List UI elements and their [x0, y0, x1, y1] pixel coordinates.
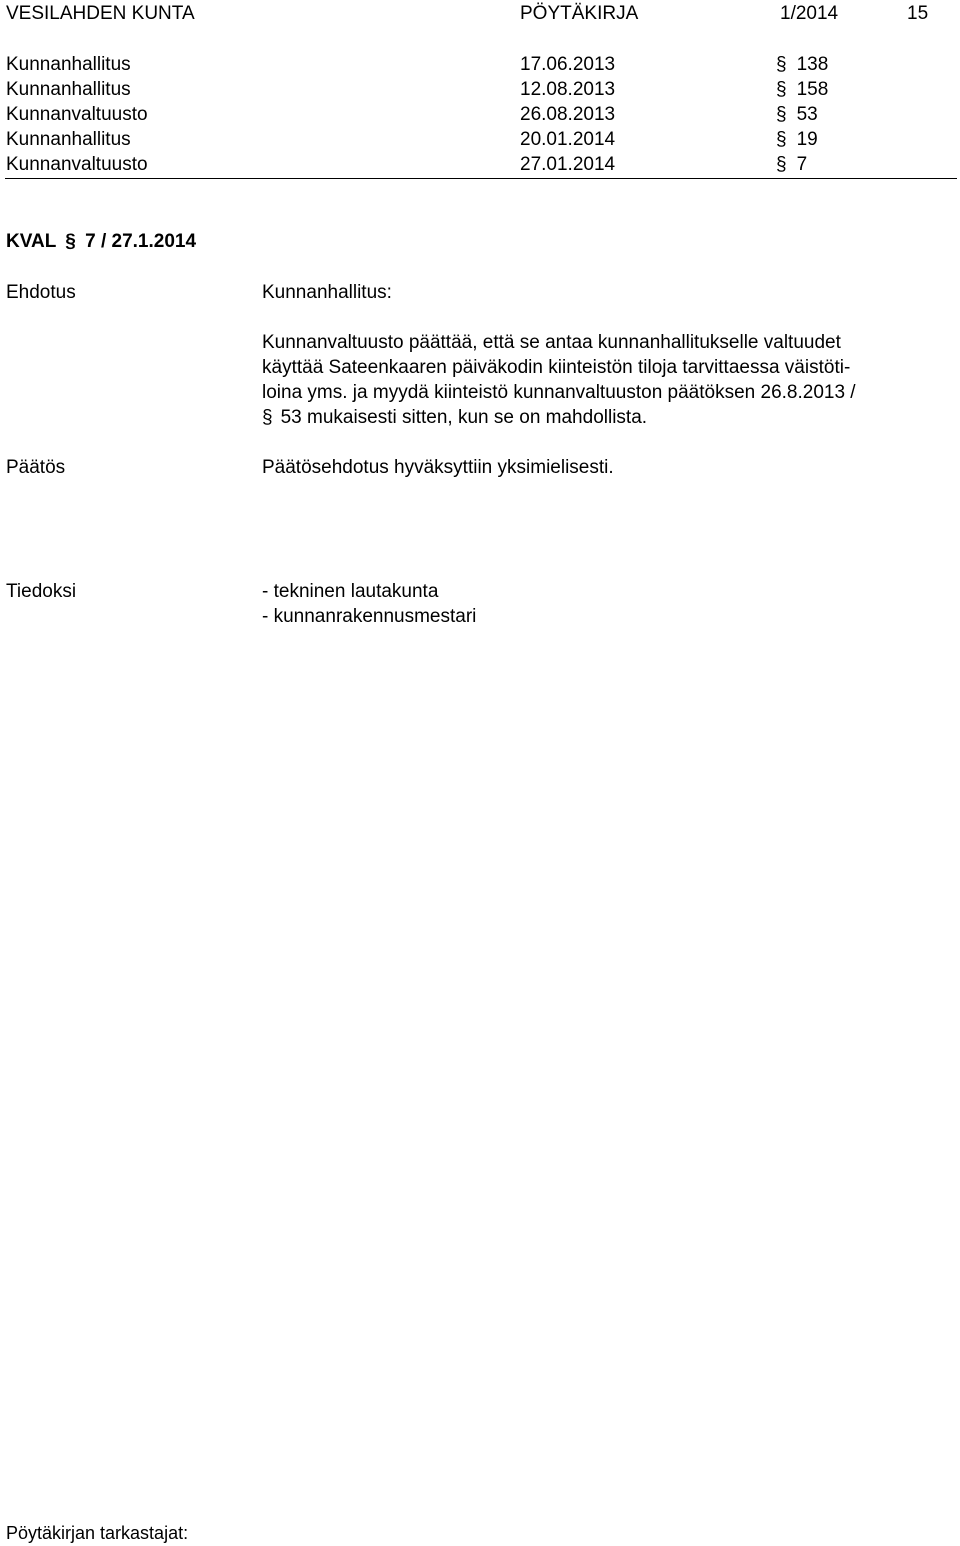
history-date: 20.01.2014	[520, 129, 616, 150]
heading-number: 7 / 27.1.2014	[85, 231, 197, 252]
history-body: Kunnanhallitus	[6, 129, 131, 150]
history-body: Kunnanhallitus	[6, 54, 131, 75]
proposal-line: 53 mukaisesti sitten, kun se on mahdollista.	[280, 407, 648, 428]
section-number: 7	[796, 154, 808, 175]
page-number: 15	[907, 3, 929, 24]
section-symbol: §	[776, 79, 787, 100]
section-symbol: §	[776, 104, 787, 125]
decision-label: Päätös	[6, 457, 66, 478]
section-number: 19	[796, 129, 818, 150]
proposal-label: Ehdotus	[6, 282, 76, 303]
history-section	[776, 153, 807, 177]
history-body: Kunnanhallitus	[6, 79, 131, 100]
history-section	[776, 103, 818, 127]
proposal-line: käyttää Sateenkaaren päiväkodin kiinteistön tiloja tarvittaessa väistöti-	[262, 357, 851, 378]
section-number: 158	[796, 79, 829, 100]
section-symbol: §	[776, 54, 787, 75]
decision-text: Päätösehdotus hyväksyttiin yksimielisesti.	[262, 457, 614, 478]
history-body: Kunnanvaltuusto	[6, 154, 148, 175]
history-section	[776, 128, 818, 152]
section-symbol: §	[776, 129, 787, 150]
history-date: 27.01.2014	[520, 154, 616, 175]
document-type: PÖYTÄKIRJA	[520, 3, 639, 24]
section-symbol: §	[262, 407, 273, 428]
reviewers-label: Pöytäkirjan tarkastajat:	[6, 1523, 189, 1543]
history-date: 12.08.2013	[520, 79, 616, 100]
section-symbol: §	[776, 154, 787, 175]
organization-name: VESILAHDEN KUNTA	[6, 3, 195, 24]
proposal-line: loina yms. ja myydä kiinteistö kunnanvaltuuston päätöksen 26.8.2013 /	[262, 382, 856, 403]
history-body: Kunnanvaltuusto	[6, 104, 148, 125]
section-number: 53	[796, 104, 818, 125]
section-number: 138	[796, 54, 829, 75]
proposal-line: Kunnanvaltuusto päättää, että se antaa kunnanhallitukselle valtuudet	[262, 332, 841, 353]
notice-recipient: - kunnanrakennusmestari	[262, 606, 477, 627]
header-divider	[5, 178, 957, 179]
notice-label: Tiedoksi	[6, 581, 77, 602]
history-section	[776, 78, 828, 102]
heading-prefix: KVAL	[6, 231, 56, 252]
issue-number: 1/2014	[780, 3, 839, 24]
history-date: 26.08.2013	[520, 104, 616, 125]
proposal-line-with-section	[262, 406, 647, 430]
section-symbol: §	[65, 231, 76, 252]
history-date: 17.06.2013	[520, 54, 616, 75]
proposer: Kunnanhallitus:	[262, 282, 392, 303]
notice-recipient: - tekninen lautakunta	[262, 581, 439, 602]
history-section	[776, 53, 828, 77]
item-heading	[6, 230, 196, 254]
